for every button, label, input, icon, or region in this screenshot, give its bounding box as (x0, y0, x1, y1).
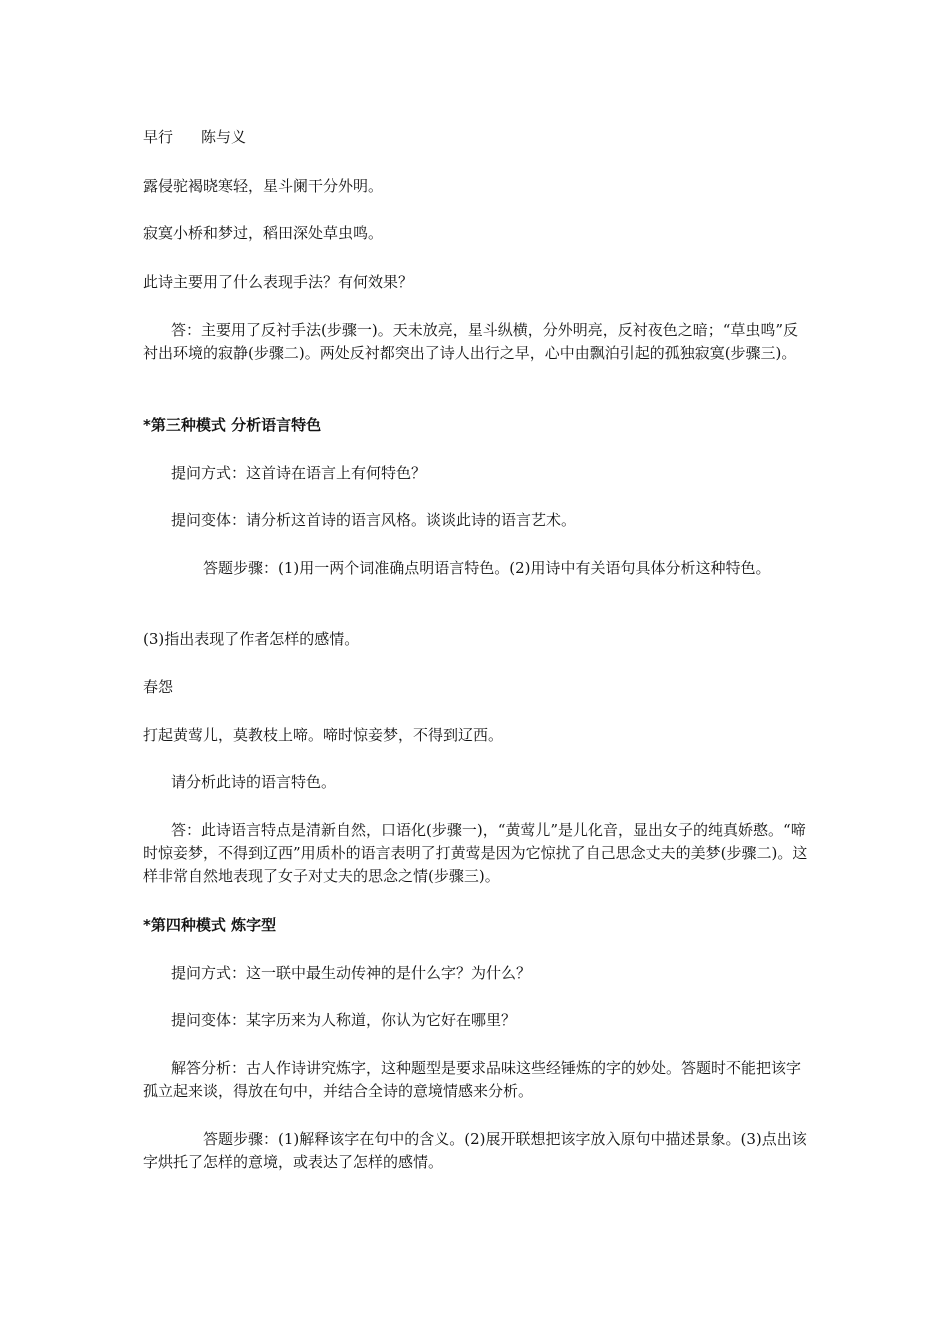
poem1-line1: 露侵驼褐晓寒轻，星斗阑干分外明。 (143, 177, 384, 195)
poem1-line2: 寂寞小桥和梦过，稻田深处草虫鸣。 (143, 224, 384, 242)
poem1-title: 早行 (143, 128, 174, 146)
section4-variant: 提问变体：某字历来为人称道，你认为它好在哪里？ (171, 1011, 517, 1029)
section-heading-3: *第三种模式 分析语言特色 (143, 416, 322, 434)
section4-ask: 提问方式：这一联中最生动传神的是什么字？为什么？ (171, 964, 532, 982)
section3-variant: 提问变体：请分析这首诗的语言风格。谈谈此诗的语言艺术。 (171, 511, 577, 529)
section3-ask: 提问方式：这首诗在语言上有何特色？ (171, 464, 427, 482)
answer-1: 答：主要用了反衬手法(步骤一)。天未放亮，星斗纵横，分外明亮，反衬夜色之暗；“草虫鸣”反衬出环境的寂静(步骤二)。两处反衬都突出了诗人出行之早，心中由飘泊引起的孤独寂寞(步骤三)。 (143, 321, 799, 362)
poem1-author: 陈与义 (201, 128, 247, 146)
poem2-line: 打起黄莺儿，莫教枝上啼。啼时惊妾梦，不得到辽西。 (143, 726, 504, 744)
section-heading-4: *第四种模式 炼字型 (143, 916, 277, 934)
section4-steps: 答题步骤：(1)解释该字在句中的含义。(2)展开联想把该字放入原句中描述景象。(3)点出该字烘托了怎样的意境，或表达了怎样的感情。 (143, 1130, 807, 1171)
poem1-heading (143, 126, 808, 149)
answer-2: 答：此诗语言特点是清新自然，口语化(步骤一)，“黄莺儿”是儿化音，显出女子的纯真娇憨。“啼时惊妾梦，不得到辽西”用质朴的语言表明了打黄莺是因为它惊扰了自己思念丈夫的美梦(步骤二)。这样非常自然地表现了女子对丈夫的思念之情(步骤三)。 (143, 821, 808, 885)
question-1: 此诗主要用了什么表现手法？有何效果？ (143, 273, 414, 291)
section3-step3: (3)指出表现了作者怎样的感情。 (143, 630, 360, 648)
section4-analysis: 解答分析：古人作诗讲究炼字，这种题型是要求品味这些经锤炼的字的妙处。答题时不能把该字孤立起来谈，得放在句中，并结合全诗的意境情感来分析。 (143, 1059, 802, 1100)
section3-steps: 答题步骤：(1)用一两个词准确点明语言特色。(2)用诗中有关语句具体分析这种特色。 (203, 559, 771, 577)
question-2: 请分析此诗的语言特色。 (171, 773, 337, 791)
poem2-title: 春怨 (143, 678, 174, 696)
